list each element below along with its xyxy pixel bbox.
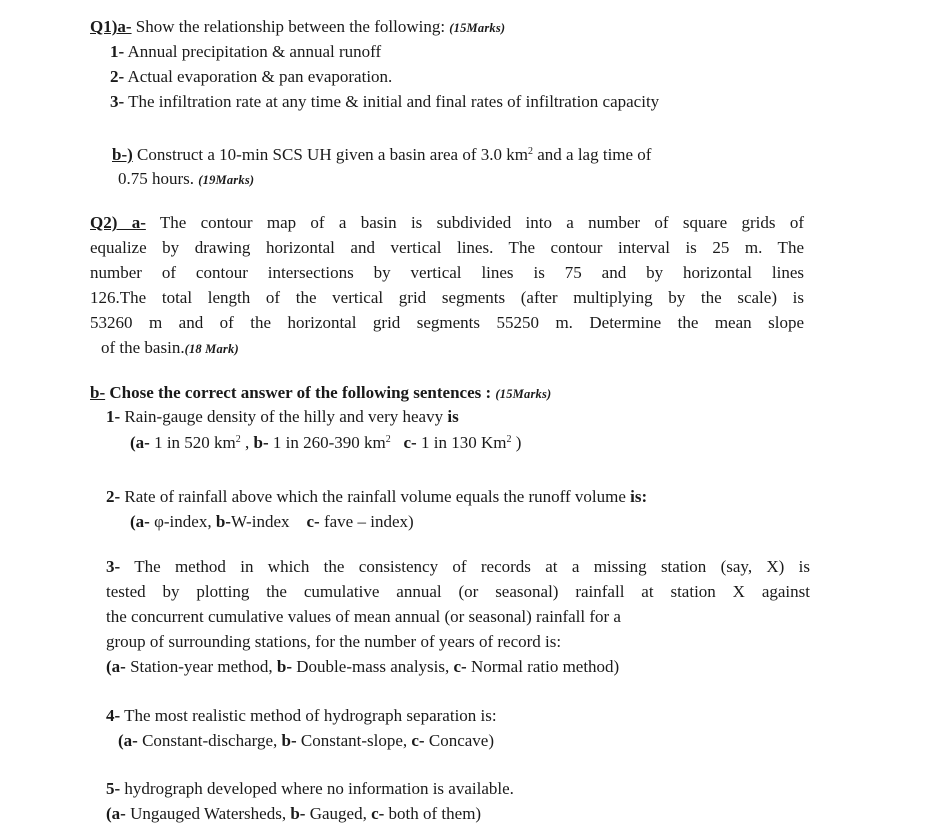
q1a-label: Q1)a- (90, 17, 132, 36)
sentence-4-options: (a- Constant-discharge, b- Constant-slope, c- Concave) (118, 731, 494, 750)
q1a-item-3: 3- The infiltration rate at any time & initial and final rates of infiltration capacity (110, 92, 660, 111)
sentence-1-options: (a- 1 in 520 $km^2$ , b- 1 in 260-390 $km^2$ c- 1 in 130 Km$^2$ ) (130, 433, 522, 452)
q2a-line-4: 126.The total length of the vertical grid segments (after multiplying by the scale) is (90, 288, 804, 307)
sentence-3-line-4: group of surrounding stations, for the number of years of record is: (106, 632, 562, 651)
q1a-item-1: 1- Annual precipitation & annual runoff (110, 42, 382, 61)
sentence-3-line-1: 3- The method in which the consistency of records at a missing station (say, X) is (106, 557, 810, 576)
sentence-3-line-3: the concurrent cumulative values of mean annual (or seasonal) rainfall for a (106, 607, 621, 626)
q1b-line-2: 0.75 hours. (19Marks) (118, 169, 255, 188)
q2a-line-2: equalize by drawing horizontal and vertical lines. The contour interval is 25 m. The (90, 238, 804, 257)
q2b-heading: b- Chose the correct answer of the following sentences : (15Marks) (90, 383, 552, 402)
q1b-line-1: b-) Construct a 10-min SCS UH given a basin area of 3.0 $km^2$ and a lag time of (112, 145, 652, 164)
sentence-4: 4- The most realistic method of hydrograph separation is: (106, 706, 497, 725)
sentence-2: 2- Rate of rainfall above which the rainfall volume equals the runoff volume is: (106, 487, 648, 506)
sentence-1: 1- Rain-gauge density of the hilly and very heavy is (106, 407, 459, 426)
q2a-line-3: number of contour intersections by vertical lines is 75 and by horizontal lines (90, 263, 804, 282)
q1a-item-2: 2- Actual evaporation & pan evaporation. (110, 67, 393, 86)
q2a-marks: (18 Mark) (184, 342, 239, 356)
q1b-label: b-) (112, 145, 133, 164)
q2a-label: Q2) a- (90, 213, 146, 232)
q2b-label: b- (90, 383, 106, 402)
q1a-text: Show the relationship between the following: (131, 17, 450, 36)
sentence-2-options: (a- φ-index, b-W-index c- fave – index) (130, 512, 414, 531)
sentence-3-line-2: tested by plotting the cumulative annual (or seasonal) rainfall at station X against (106, 582, 810, 601)
q2b-marks: (15Marks) (495, 387, 552, 401)
q2a-line-6: of the basin.(18 Mark) (101, 338, 239, 357)
q2a-line-5: 53260 m and of the horizontal grid segments 55250 m. Determine the mean slope (90, 313, 804, 332)
q1a-marks: (15Marks) (449, 21, 506, 35)
sentence-3-options: (a- Station-year method, b- Double-mass analysis, c- Normal ratio method) (106, 657, 620, 676)
sentence-5-options: (a- Ungauged Watersheds, b- Gauged, c- both of them) (106, 804, 482, 823)
q1a-heading (90, 16, 505, 39)
q1b-marks: (19Marks) (198, 173, 255, 187)
sentence-5: 5- hydrograph developed where no information is available. (106, 779, 514, 798)
q2a-line-1: Q2) a- The contour map of a basin is subdivided into a number of square grids of (90, 213, 804, 232)
